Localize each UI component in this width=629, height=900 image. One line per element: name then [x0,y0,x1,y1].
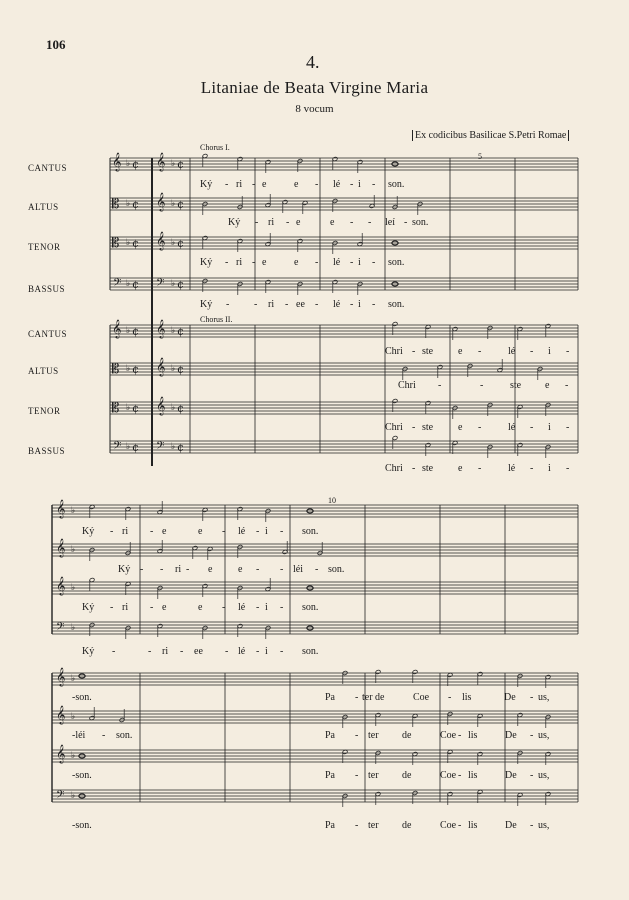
lyric-s2_cantus-1: - [110,526,114,537]
lyric-c2_cantus-2: ste [422,346,434,357]
sys2-bass-clef: 𝄢 [113,440,122,455]
lyric-s3_bassus-10: us, [538,820,550,831]
sys2-flat-3: ♭ [126,442,131,452]
lyric-c2_cantus-7: i [548,346,551,357]
lyric-s1_altus-5: e [330,217,335,228]
lyric-c2_tenor-1: - [412,422,416,433]
lyric-s2_cantus-4: e [162,526,167,537]
lyric-c2_bassus-1: - [412,463,416,474]
lyric-s1_bassus-8: - [350,299,354,310]
sys2-modern-flat-0: ♭ [171,326,176,336]
measure-number-10: 10 [328,496,336,505]
lyric-s1_altus-10: son. [412,217,429,228]
lyric-c2_tenor-7: i [548,422,551,433]
lyric-s1_tenor-0: Ký [200,257,213,268]
lyric-s3_cantus-3: ter de [362,692,385,703]
lyric-s2_altus-5: e [208,564,213,575]
lyric-s3_tenor-3: ter [368,770,379,781]
lyric-s2_bassus-5: ee [194,646,203,657]
lyric-s3_bassus-5: Coe [440,820,457,831]
sys2-alto-clef-1: 𝄡 [112,362,120,377]
lyric-c2_bassus-0: Chri [385,463,403,474]
sys1-bass-clef: 𝄢 [113,277,122,292]
lyric-s2_tenor-7: lé [238,602,246,613]
voice-label-bassus-2: BASSUS [28,446,66,456]
sys2-modern-treble-clef-0: 𝄞 [156,319,166,338]
lyric-s1_bassus-1: - [226,299,230,310]
lyric-s3_altus-9: lis [468,730,478,741]
lyric-s1_cantus-11: son. [388,179,405,190]
lyric-s3_altus-1: - [102,730,106,741]
sys1-alto-clef-1: 𝄡 [112,197,120,212]
lyric-s3_cantus-6: lis [462,692,472,703]
page-number: 106 [46,37,66,52]
lyric-c2_bassus-3: e [458,463,463,474]
voice-label-bassus-1: BASSUS [28,284,66,294]
lyric-s1_tenor-5: e [294,257,299,268]
lyric-s2_bassus-3: ri [162,646,169,657]
lyric-s3_bassus-8: De [505,820,517,831]
lyric-s1_bassus-9: i [358,299,361,310]
lyric-s1_altus-8: leí [385,217,395,228]
lyric-s3_tenor-7: lis [468,770,478,781]
piece-subtitle: 8 vocum [295,103,334,115]
sys1-treble-clef: 𝄞 [112,152,122,171]
sys1-alto-clef-2: 𝄡 [112,236,120,251]
lyric-s3_bassus-6: - [458,820,462,831]
lyric-c2_altus-3: ste [510,380,522,391]
sys2-flat-2: ♭ [126,403,131,413]
lyric-s1_bassus-0: Ký [200,299,213,310]
lyric-s1_tenor-6: - [315,257,319,268]
lyric-s1_altus-3: - [286,217,290,228]
lyric-s1_cantus-3: - [252,179,256,190]
lyric-c2_altus-1: - [438,380,442,391]
sys1-modern-flat-3: ♭ [171,279,176,289]
lyric-s1_cantus-10: - [372,179,376,190]
lyric-s1_altus-6: - [350,217,354,228]
lyric-s2_cantus-9: i [265,526,268,537]
source-note: Ex codicibus Basilicae S.Petri Romae [412,130,569,141]
lyric-s1_bassus-3: ri [268,299,275,310]
sys2-time-1: ¢ [132,363,139,376]
lyric-c2_bassus-2: ste [422,463,434,474]
sys2-modern-time-0: ¢ [177,325,184,338]
measure-number-5: 5 [478,152,482,161]
lyric-s3_bassus-9: - [530,820,534,831]
lyric-s2_tenor-6: - [222,602,226,613]
lyric-s2_bassus-6: - [225,646,229,657]
lyric-s2_tenor-5: e [198,602,203,613]
lyric-s2_tenor-9: i [265,602,268,613]
lyric-s3_bassus-1: Pa [325,820,335,831]
lyric-s1_altus-2: ri [268,217,275,228]
lyric-c2_cantus-8: - [566,346,570,357]
lyric-s1_cantus-6: - [315,179,319,190]
lyric-c2_altus-2: - [480,380,484,391]
sys1-modern-time-3: ¢ [177,278,184,291]
lyric-s3_altus-12: us, [538,730,550,741]
sys2-alto-clef-2: 𝄡 [112,401,120,416]
lyric-s3_altus-10: De [505,730,517,741]
lyric-s3_tenor-4: de [402,770,412,781]
lyric-s2_tenor-0: Ký [82,602,95,613]
sys3-modern-flat-1: ♭ [71,545,76,555]
lyric-s2_tenor-1: - [110,602,114,613]
lyric-s2_altus-0: Ký [118,564,131,575]
chorus-label-2: Chorus II. [200,315,233,324]
sys2-modern-tenor-clef: 𝄞 [156,396,166,415]
lyric-s2_altus-7: - [256,564,260,575]
lyric-s3_bassus-4: de [402,820,412,831]
lyric-s3_tenor-10: us, [538,770,550,781]
lyric-c2_bassus-8: - [566,463,570,474]
lyric-c2_tenor-6: - [530,422,534,433]
sys3-modern-flat-3: ♭ [71,623,76,633]
lyric-s2_tenor-8: - [256,602,260,613]
lyric-s3_cantus-9: us, [538,692,550,703]
lyric-s3_altus-11: - [530,730,534,741]
sys2-modern-flat-1: ♭ [171,364,176,374]
sys2-flat-0: ♭ [126,326,131,336]
sys4-modern-flat-2: ♭ [71,751,76,761]
voice-label-cantus-2: CANTUS [28,329,68,339]
lyric-c2_cantus-6: - [530,346,534,357]
lyric-s3_altus-6: de [402,730,412,741]
lyric-s3_cantus-1: Pa [325,692,335,703]
sys4-modern-bass-clef: 𝄢 [56,789,65,804]
sys2-modern-time-2: ¢ [177,402,184,415]
sys3-modern-flat-2: ♭ [71,583,76,593]
lyric-c2_tenor-0: Chri [385,422,403,433]
lyric-s2_altus-8: - [280,564,284,575]
lyric-s2_bassus-10: - [280,646,284,657]
sys2-time-0: ¢ [132,325,139,338]
lyric-s3_altus-4: - [355,730,359,741]
lyric-s3_tenor-1: Pa [325,770,335,781]
lyric-s2_bassus-0: Ký [82,646,95,657]
lyric-s2_bassus-1: - [112,646,116,657]
sys2-time-3: ¢ [132,441,139,454]
lyric-s1_cantus-2: ri [236,179,243,190]
piece-number: 4. [306,52,320,72]
lyric-s2_cantus-2: ri [122,526,129,537]
lyric-s1_altus-0: Ký [228,217,241,228]
sys1-flat-2: ♭ [126,238,131,248]
lyric-c2_cantus-4: - [478,346,482,357]
lyric-s2_tenor-3: - [150,602,154,613]
sys1-modern-time-0: ¢ [177,158,184,171]
lyric-s3_cantus-0: -son. [72,692,92,703]
sys2-time-2: ¢ [132,402,139,415]
sys2-flat-1: ♭ [126,364,131,374]
lyric-c2_bassus-4: - [478,463,482,474]
sys4-modern-treble-clef-0: 𝄞 [56,667,66,686]
lyric-s2_bassus-8: - [256,646,260,657]
lyric-s3_bassus-0: -son. [72,820,92,831]
lyric-s1_bassus-4: - [285,299,289,310]
sys4-modern-tenor-clef: 𝄞 [56,744,66,763]
sys1-modern-treble-clef-0: 𝄞 [156,152,166,171]
lyric-s2_altus-6: e [238,564,243,575]
lyric-s1_altus-9: - [404,217,408,228]
voice-label-altus-1: ALTUS [28,202,59,212]
lyric-s1_bassus-6: - [315,299,319,310]
lyric-s1_bassus-7: lé [333,299,341,310]
sys2-modern-flat-3: ♭ [171,442,176,452]
lyric-s3_altus-7: Coe [440,730,457,741]
lyric-s2_cantus-0: Ký [82,526,95,537]
sys3-modern-tenor-clef: 𝄞 [56,576,66,595]
sys1-modern-flat-0: ♭ [171,159,176,169]
lyric-s1_altus-7: - [368,217,372,228]
lyric-c2_altus-5: - [565,380,569,391]
lyric-s2_altus-4: - [186,564,190,575]
lyric-s2_bassus-11: son. [302,646,319,657]
lyric-s1_tenor-11: son. [388,257,405,268]
sys3-modern-bass-clef: 𝄢 [56,621,65,636]
lyric-s3_cantus-7: De [504,692,516,703]
sys2-modern-flat-2: ♭ [171,403,176,413]
sys1-modern-flat-1: ♭ [171,199,176,209]
lyric-s1_tenor-10: - [372,257,376,268]
sys1-time-1: ¢ [132,198,139,211]
lyric-s3_tenor-9: - [530,770,534,781]
sys2-modern-time-1: ¢ [177,363,184,376]
lyric-s3_cantus-8: - [530,692,534,703]
voice-label-tenor-2: TENOR [28,406,61,416]
lyric-s3_bassus-2: - [355,820,359,831]
lyric-s2_cantus-11: son. [302,526,319,537]
lyric-c2_bassus-7: i [548,463,551,474]
sys1-modern-treble-clef-1: 𝄞 [156,192,166,211]
lyric-s1_tenor-9: i [358,257,361,268]
sys1-modern-bass-clef: 𝄢 [156,277,165,292]
lyric-s3_tenor-2: - [355,770,359,781]
lyric-c2_bassus-6: - [530,463,534,474]
sys1-modern-tenor-clef: 𝄞 [156,231,166,250]
lyric-s2_altus-2: - [160,564,164,575]
lyric-c2_tenor-2: ste [422,422,434,433]
sys2-modern-time-3: ¢ [177,441,184,454]
lyric-s2_altus-9: léi [293,564,303,575]
lyric-s1_cantus-5: e [294,179,299,190]
lyric-s1_bassus-5: ee [296,299,305,310]
lyric-s2_altus-3: ri [175,564,182,575]
lyric-s2_altus-10: - [315,564,319,575]
lyric-s1_tenor-1: - [225,257,229,268]
lyric-s3_altus-8: - [458,730,462,741]
lyric-s3_altus-2: son. [116,730,133,741]
lyric-c2_cantus-0: Chri [385,346,403,357]
voice-label-cantus-1: CANTUS [28,163,68,173]
sys1-flat-3: ♭ [126,279,131,289]
lyric-s1_tenor-2: ri [236,257,243,268]
lyric-s3_cantus-2: - [355,692,359,703]
lyric-s1_bassus-11: son. [388,299,405,310]
lyric-s1_tenor-3: - [252,257,256,268]
lyric-s2_altus-11: son. [328,564,345,575]
sys1-modern-time-2: ¢ [177,237,184,250]
lyric-s2_altus-1: - [140,564,144,575]
lyric-c2_bassus-5: lé [508,463,516,474]
chorus-label-1: Chorus I. [200,143,230,152]
sys4-modern-flat-1: ♭ [71,712,76,722]
sys4-modern-treble-clef-1: 𝄞 [56,705,66,724]
sys3-modern-flat-0: ♭ [71,506,76,516]
lyric-c2_tenor-8: - [566,422,570,433]
lyric-s3_bassus-3: ter [368,820,379,831]
lyric-s3_tenor-8: De [505,770,517,781]
lyric-s2_cantus-5: e [198,526,203,537]
lyric-s3_altus-5: ter [368,730,379,741]
lyric-s2_cantus-3: - [150,526,154,537]
lyric-s2_cantus-10: - [280,526,284,537]
lyric-s1_cantus-9: i [358,179,361,190]
sys2-treble-clef: 𝄞 [112,319,122,338]
sys1-time-2: ¢ [132,237,139,250]
sys1-modern-time-1: ¢ [177,198,184,211]
lyric-s2_bassus-9: i [265,646,268,657]
lyric-s1_cantus-4: e [262,179,267,190]
lyric-s2_tenor-2: ri [122,602,129,613]
lyric-s3_tenor-6: - [458,770,462,781]
voice-label-tenor-1: TENOR [28,242,61,252]
sys2-modern-bass-clef: 𝄢 [156,440,165,455]
lyric-s3_altus-0: -léi [72,730,86,741]
lyric-s2_bassus-2: - [148,646,152,657]
lyric-s2_tenor-10: - [280,602,284,613]
lyric-c2_altus-4: e [545,380,550,391]
sys3-modern-treble-clef-0: 𝄞 [56,499,66,518]
lyric-s1_cantus-0: Ký [200,179,213,190]
lyric-c2_tenor-5: lé [508,422,516,433]
lyric-s3_altus-3: Pa [325,730,335,741]
lyric-s1_cantus-7: lé [333,179,341,190]
lyric-s1_bassus-2: - [254,299,258,310]
lyric-s1_bassus-10: - [372,299,376,310]
lyric-s1_cantus-1: - [225,179,229,190]
lyric-c2_tenor-4: - [478,422,482,433]
sys2-modern-treble-clef-1: 𝄞 [156,357,166,376]
lyric-s2_cantus-7: lé [238,526,246,537]
lyric-s1_altus-4: e [296,217,301,228]
sys1-time-0: ¢ [132,158,139,171]
lyric-s2_bassus-4: - [180,646,184,657]
sys1-modern-flat-2: ♭ [171,238,176,248]
lyric-s1_tenor-8: - [350,257,354,268]
lyric-s3_cantus-5: - [448,692,452,703]
sys4-modern-flat-3: ♭ [71,791,76,801]
lyric-s2_tenor-4: e [162,602,167,613]
lyric-s1_altus-1: - [255,217,259,228]
sys1-flat-0: ♭ [126,159,131,169]
lyric-c2_cantus-3: e [458,346,463,357]
lyric-s2_bassus-7: lé [238,646,246,657]
sys4-modern-flat-0: ♭ [71,674,76,684]
lyric-c2_cantus-1: - [412,346,416,357]
lyric-s1_cantus-8: - [350,179,354,190]
lyric-c2_altus-0: Chri [398,380,416,391]
lyric-s3_cantus-4: Coe [413,692,430,703]
lyric-s2_cantus-6: - [222,526,226,537]
lyric-s2_tenor-11: son. [302,602,319,613]
lyric-c2_cantus-5: lé [508,346,516,357]
voice-label-altus-2: ALTUS [28,366,59,376]
lyric-s1_tenor-4: e [262,257,267,268]
lyric-c2_tenor-3: e [458,422,463,433]
sys3-modern-treble-clef-1: 𝄞 [56,538,66,557]
lyric-s3_bassus-7: lis [468,820,478,831]
lyric-s3_tenor-0: -son. [72,770,92,781]
piece-title: Litaniae de Beata Virgine Maria [200,78,429,97]
lyric-s3_tenor-5: Coe [440,770,457,781]
lyric-s2_cantus-8: - [256,526,260,537]
lyric-s1_tenor-7: lé [333,257,341,268]
sys1-time-3: ¢ [132,278,139,291]
sys1-flat-1: ♭ [126,199,131,209]
